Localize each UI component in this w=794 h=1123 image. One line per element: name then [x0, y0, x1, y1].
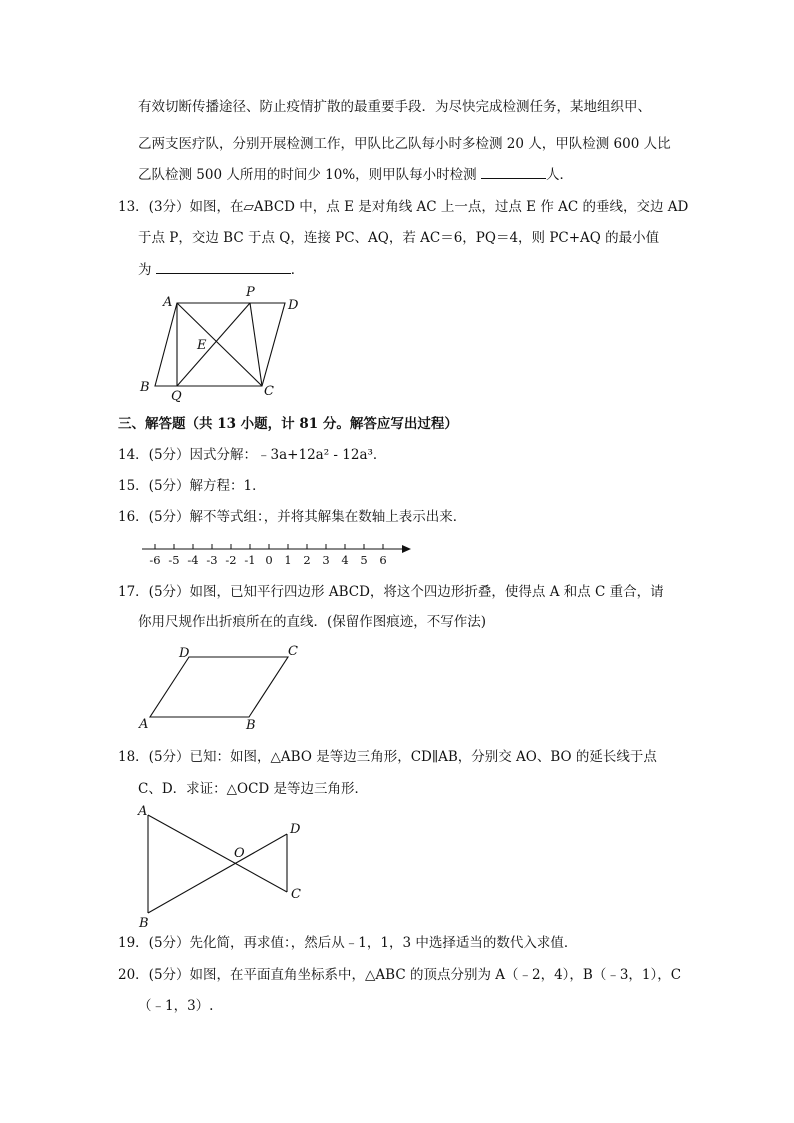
q17-label-d: D: [179, 646, 190, 661]
number-line-tick-label: 0: [265, 553, 273, 567]
q13-label-e: E: [197, 338, 207, 353]
q18-label-o: O: [234, 846, 245, 861]
q14-text: 14．(5分）因式分解：﹣3a+12a² - 12a³．: [118, 447, 387, 463]
number-line-tick-label: -5: [168, 553, 180, 567]
number-line-tick-label: 3: [322, 553, 330, 567]
q18-label-b: B: [139, 916, 149, 931]
q18-line2: C、D．求证：△OCD 是等边三角形．: [138, 781, 369, 797]
q12-line3-text: 乙队检测 500 人所用的时间少 10%，则甲队每小时检测: [138, 167, 481, 183]
q13-label-d: D: [288, 298, 299, 313]
number-line-tick-label: 6: [379, 553, 387, 567]
q13-line2: 于点 P，交边 BC 于点 Q，连接 PC、AQ，若 AC＝6，PQ＝4，则 PC+AQ 的最小值: [138, 230, 660, 246]
number-line-tick-label: 2: [303, 553, 311, 567]
q12-line2: 乙两支医疗队，分别开展检测工作，甲队比乙队每小时多检测 20 人，甲队检测 600 人比: [138, 136, 671, 152]
q17-line1: 17．(5分）如图，已知平行四边形 ABCD，将这个四边形折叠，使得点 A 和点 C 重合，请: [118, 584, 664, 600]
section-3-heading: 三、解答题（共 13 小题，计 81 分。解答应写出过程）: [118, 416, 458, 432]
q13-line3-suffix: ．: [290, 262, 305, 278]
q17-label-a: A: [139, 717, 149, 732]
q18-line1: 18．(5分）已知：如图，△ABO 是等边三角形，CD∥AB，分别交 AO、BO 的延长线于点: [118, 749, 657, 765]
q12-line1: 有效切断传播途径、防止疫情扩散的最重要手段．为尽快完成检测任务，某地组织甲、: [138, 99, 651, 115]
q18-label-d: D: [290, 822, 301, 837]
q18-label-c: C: [291, 887, 301, 902]
q17-label-c: C: [288, 644, 298, 659]
q20-line1: 20．(5分）如图，在平面直角坐标系中，△ABC 的顶点分别为 A（﹣2，4），B（﹣3，1），C: [118, 967, 682, 983]
number-line-tick-label: 4: [341, 553, 349, 567]
number-line-tick-label: 1: [284, 553, 292, 567]
q13-label-a: A: [163, 295, 173, 310]
q13-label-b: B: [140, 380, 150, 395]
number-line-tick-label: -3: [206, 553, 218, 567]
number-line-tick-label: -4: [187, 553, 199, 567]
q19-text: 19．(5分）先化简，再求值：，然后从﹣1，1，3 中选择适当的数代入求值．: [118, 935, 578, 951]
number-line-tick-label: -1: [244, 553, 256, 567]
q18-label-a: A: [138, 804, 148, 819]
number-line-tick-label: -6: [149, 553, 161, 567]
q17-label-b: B: [246, 718, 256, 733]
number-line-tick-label: 5: [360, 553, 368, 567]
q18-segment-bd: [148, 834, 287, 913]
q12-line3-suffix: 人．: [545, 167, 573, 183]
q15-text: 15．(5分）解方程：1．: [118, 478, 266, 494]
q13-line3-text: 为: [138, 262, 156, 278]
q13-label-q: Q: [171, 389, 182, 404]
q16-text: 16．(5分）解不等式组：，并将其解集在数轴上表示出来．: [118, 509, 467, 525]
q20-line2: （﹣1，3）.: [138, 998, 214, 1014]
q13-label-p: P: [246, 285, 255, 300]
q17-line2: 你用尺规作出折痕所在的直线．(保留作图痕迹，不写作法): [138, 614, 487, 630]
q13-label-c: C: [264, 384, 274, 399]
q18-segment-ac: [148, 815, 287, 892]
number-line-tick-label: -2: [225, 553, 237, 567]
q13-line1: 13．(3分）如图，在▱ABCD 中，点 E 是对角线 AC 上一点，过点 E 作 AC 的垂线，交边 AD: [118, 199, 689, 215]
